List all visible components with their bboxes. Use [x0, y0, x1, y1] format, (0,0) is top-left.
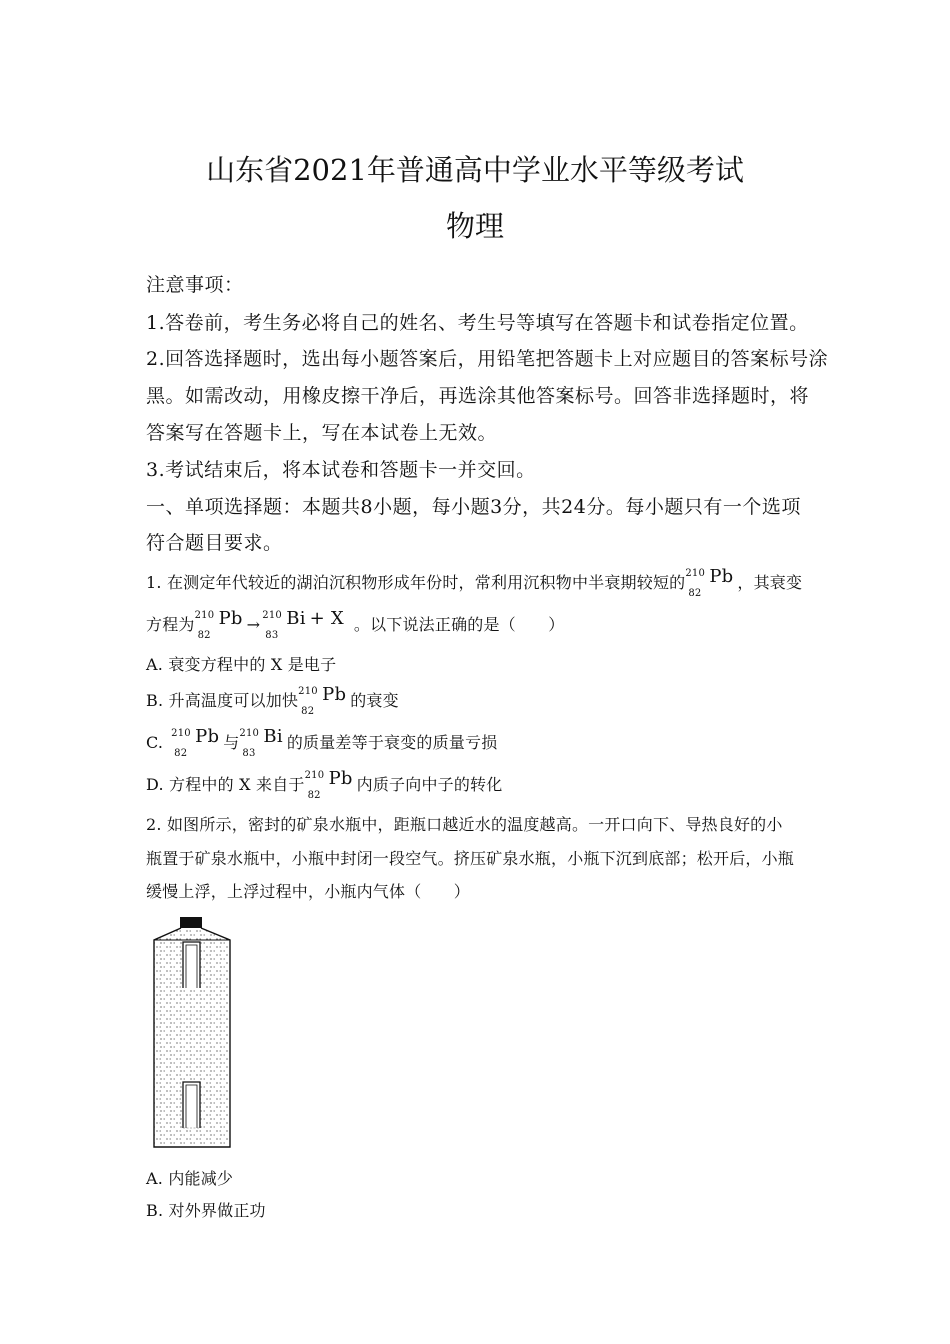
notice-item-2-line-3: 答案写在答题卡上，写在本试卷上无效。: [146, 422, 498, 444]
notice-item-2-line-2: 黑。如需改动，用橡皮擦干净后，再选涂其他答案标号。回答非选择题时，将: [146, 385, 810, 407]
q1-option-d: D. 方程中的 X 来自于 210 82 Pb 内质子向中子的转化: [146, 768, 503, 801]
subject-title: 物理: [445, 209, 504, 243]
bottle-cap: [180, 917, 202, 928]
q1-stem-line-1: 1. 在测定年代较近的湖泊沉积物形成年份时，常利用沉积物中半衰期较短的 210 82 Pb ，其衰变: [146, 566, 803, 599]
small-vial-bottom-air: [183, 1082, 200, 1128]
q2-option-b: B. 对外界做正功: [146, 1201, 266, 1220]
section-heading-line-2: 符合题目要求。: [146, 532, 283, 554]
notice-heading: 注意事项：: [146, 274, 244, 296]
small-vial-top-air: [183, 942, 200, 988]
q1-option-b: B. 升高温度可以加快 210 82 Pb 的衰变: [146, 684, 399, 717]
bi-nuclide: 210 83: [262, 609, 282, 641]
q1-option-c: C. 210 82 Pb 与 210 83 Bi 的质量差等于衰变的质量亏损: [146, 726, 498, 759]
pb-nuclide: 210 82: [194, 609, 215, 641]
bi-nuclide: 210 83: [239, 727, 260, 759]
section-heading-line-1: 一、单项选择题：本题共8小题，每小题3分，共24分。每小题只有一个选项: [146, 496, 801, 518]
exam-title: 山东省2021年普通高中学业水平等级考试: [206, 153, 744, 187]
bottle-figure: [145, 912, 245, 1154]
q2-stem-line-1: 2. 如图所示，密封的矿泉水瓶中，距瓶口越近水的温度越高。一开口向下、导热良好的小: [146, 815, 783, 834]
q1-option-a: A. 衰变方程中的 X 是电子: [146, 655, 337, 674]
q2-stem-line-3: 缓慢上浮，上浮过程中，小瓶内气体（ ）: [146, 882, 471, 901]
notice-item-3: 3.考试结束后，将本试卷和答题卡一并交回。: [146, 459, 536, 481]
pb-nuclide: 210 82: [685, 567, 706, 599]
pb-nuclide: 210 82: [298, 685, 318, 717]
q1-stem-text: 1. 在测定年代较近的湖泊沉积物形成年份时，常利用沉积物中半衰期较短的: [146, 573, 686, 592]
q2-option-a: A. 内能减少: [146, 1169, 234, 1188]
q2-stem-line-2: 瓶置于矿泉水瓶中，小瓶中封闭一段空气。挤压矿泉水瓶，小瓶下沉到底部；松开后，小瓶: [146, 849, 795, 868]
notice-item-1: 1.答卷前，考生务必将自己的姓名、考生号等填写在答题卡和试卷指定位置。: [146, 312, 809, 334]
notice-item-2-line-1: 2.回答选择题时，选出每小题答案后，用铅笔把答题卡上对应题目的答案标号涂: [146, 348, 829, 370]
pb-nuclide: 210 82: [171, 727, 191, 759]
pb-nuclide: 210 82: [304, 769, 325, 801]
q1-stem-line-2: 方程为 210 82 Pb → 210 83 Bi + X 。以下说法正确的是（ ）: [146, 608, 565, 641]
arrow: →: [246, 615, 261, 634]
